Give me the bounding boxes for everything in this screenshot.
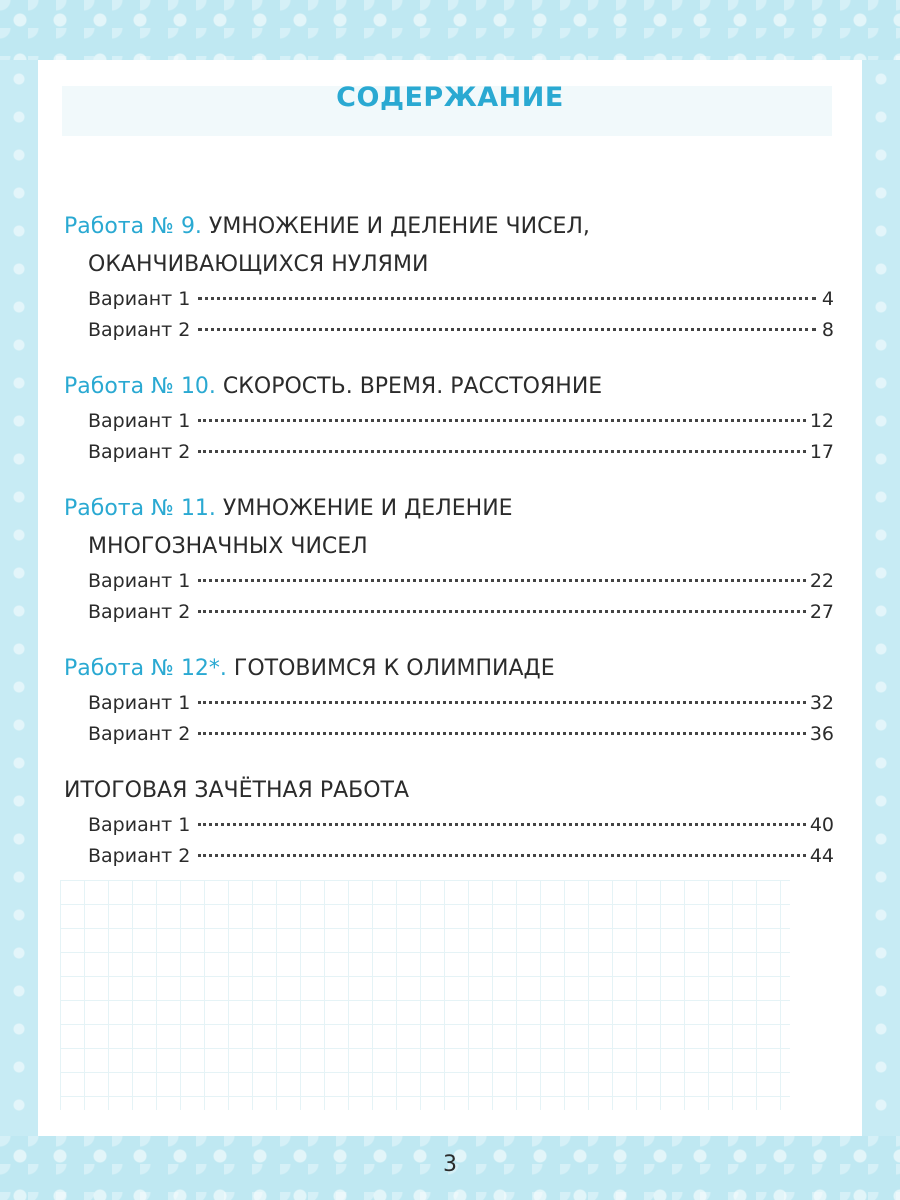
toc-section-10: [64, 368, 834, 468]
entry-label: Вариант 2: [88, 723, 191, 745]
toc-entry[interactable]: [64, 810, 834, 841]
dot-leader: [198, 579, 805, 582]
dot-leader: [198, 297, 816, 300]
toc-entry[interactable]: [64, 719, 834, 750]
page-title: СОДЕРЖАНИЕ: [336, 82, 564, 113]
entry-page: 17: [809, 441, 834, 463]
section-heading: [64, 368, 834, 406]
entry-label: Вариант 1: [88, 288, 191, 310]
entry-label: Вариант 1: [88, 570, 191, 592]
section-heading: [64, 772, 834, 810]
dot-leader: [198, 328, 816, 331]
toc-section-11: [64, 490, 834, 628]
toc-section-12: [64, 650, 834, 750]
entry-page: 32: [809, 692, 834, 714]
toc-entry[interactable]: [64, 566, 834, 597]
toc-entry[interactable]: [64, 688, 834, 719]
entry-label: Вариант 2: [88, 441, 191, 463]
toc-entry[interactable]: [64, 437, 834, 468]
dot-leader: [198, 450, 805, 453]
table-of-contents: [64, 208, 834, 894]
lace-border-top: [0, 0, 900, 60]
entry-label: Вариант 2: [88, 601, 191, 623]
section-number: Работа № 11.: [64, 496, 216, 521]
toc-entry[interactable]: [64, 315, 834, 346]
section-heading: [64, 208, 834, 284]
toc-entry[interactable]: [64, 597, 834, 628]
entry-label: Вариант 2: [88, 845, 191, 867]
entry-label: Вариант 1: [88, 814, 191, 836]
dot-leader: [198, 854, 805, 857]
section-title-continuation: ОКАНЧИВАЮЩИХСЯ НУЛЯМИ: [88, 252, 429, 277]
entry-page: 8: [821, 319, 834, 341]
dot-leader: [198, 732, 805, 735]
toc-entry[interactable]: [64, 406, 834, 437]
entry-page: 36: [809, 723, 834, 745]
section-title: УМНОЖЕНИЕ И ДЕЛЕНИЕ: [215, 496, 513, 521]
toc-section-9: [64, 208, 834, 346]
background-show-through-grid: [60, 880, 790, 1110]
section-number: Работа № 12*.: [64, 656, 227, 681]
toc-entry[interactable]: [64, 284, 834, 315]
section-heading: [64, 490, 834, 566]
dot-leader: [198, 701, 805, 704]
entry-page: 22: [809, 570, 834, 592]
section-title: ГОТОВИМСЯ К ОЛИМПИАДЕ: [226, 656, 555, 681]
entry-label: Вариант 1: [88, 692, 191, 714]
section-title-continuation: МНОГОЗНАЧНЫХ ЧИСЕЛ: [88, 534, 368, 559]
entry-page: 40: [809, 814, 834, 836]
page-number: 3: [443, 1152, 457, 1177]
section-number: Работа № 9.: [64, 214, 202, 239]
entry-label: Вариант 1: [88, 410, 191, 432]
section-title: СКОРОСТЬ. ВРЕМЯ. РАССТОЯНИЕ: [215, 374, 603, 399]
section-number: Работа № 10.: [64, 374, 216, 399]
section-title: ИТОГОВАЯ ЗАЧЁТНАЯ РАБОТА: [64, 778, 410, 803]
dot-leader: [198, 610, 805, 613]
entry-label: Вариант 2: [88, 319, 191, 341]
entry-page: 12: [809, 410, 834, 432]
entry-page: 44: [809, 845, 834, 867]
toc-entry[interactable]: [64, 841, 834, 872]
dot-leader: [198, 419, 805, 422]
toc-section-final: [64, 772, 834, 872]
entry-page: 4: [821, 288, 834, 310]
entry-page: 27: [809, 601, 834, 623]
lace-border-left: [0, 60, 38, 1136]
section-title: УМНОЖЕНИЕ И ДЕЛЕНИЕ ЧИСЕЛ,: [201, 214, 590, 239]
lace-border-right: [862, 60, 900, 1136]
section-heading: [64, 650, 834, 688]
dot-leader: [198, 823, 805, 826]
